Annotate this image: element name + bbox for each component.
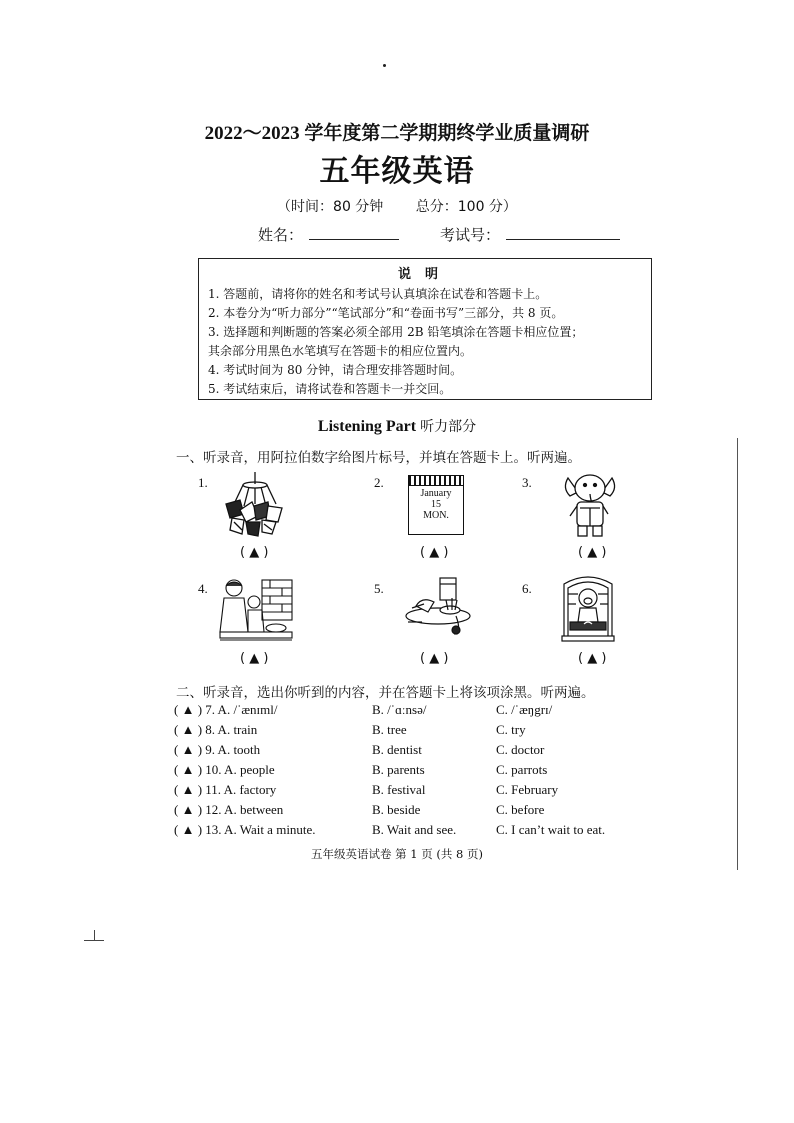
picture-number: 4. bbox=[198, 581, 208, 596]
instruction-item: 1. 答题前，请将你的姓名和考试号认真填涂在试卷和答题卡上。 bbox=[208, 287, 548, 301]
question-stem[interactable]: ( ▲ ) 9. A. tooth bbox=[174, 742, 261, 757]
picture-number: 1. bbox=[198, 475, 208, 490]
option-b[interactable]: B. Wait and see. bbox=[372, 822, 457, 837]
speck-mark bbox=[383, 64, 386, 67]
calendar-day: 15 bbox=[431, 499, 441, 510]
option-b[interactable]: B. /ˈɑːnsə/ bbox=[372, 702, 427, 717]
scan-edge-line bbox=[737, 438, 738, 870]
score-label: 总分：100 分） bbox=[415, 199, 517, 215]
instruction-item: 2. 本卷分为“听力部分”“笔试部分”和“卷面书写”三部分，共 8 页。 bbox=[208, 306, 564, 320]
exam-number-blank[interactable] bbox=[506, 224, 620, 240]
answer-slot[interactable]: ( ▲ ) bbox=[578, 651, 607, 666]
question-stem[interactable]: ( ▲ ) 12. A. between bbox=[174, 802, 284, 817]
question-stem[interactable]: ( ▲ ) 13. A. Wait a minute. bbox=[174, 822, 316, 837]
picture-number: 6. bbox=[522, 581, 532, 596]
exam-number-field[interactable] bbox=[440, 224, 620, 245]
subject-title: 五年级英语 bbox=[319, 154, 475, 189]
time-label: （时间：80 分钟 bbox=[277, 199, 384, 215]
instruction-item: 5. 考试结束后，请将试卷和答题卡一并交回。 bbox=[208, 382, 452, 396]
question-stem[interactable]: ( ▲ ) 8. A. train bbox=[174, 722, 258, 737]
instructions-box bbox=[198, 258, 652, 400]
picture-number: 5. bbox=[374, 581, 384, 596]
instruction-item: 4. 考试时间为 80 分钟，请合理安排答题时间。 bbox=[208, 363, 463, 377]
exam-title: 2022～2023 学年度第二学期期终学业质量调研 bbox=[204, 123, 590, 144]
kitchen-scene-icon bbox=[218, 576, 294, 644]
instruction-item: 3. 选择题和判断题的答案必须全部用 2B 铅笔填涂在答题卡相应位置； bbox=[208, 325, 584, 339]
wind-chime-icon bbox=[222, 470, 288, 540]
name-blank[interactable] bbox=[309, 224, 399, 240]
question-stem[interactable]: ( ▲ ) 10. A. people bbox=[174, 762, 275, 777]
section-two-instruction: 二、听录音，选出你听到的内容，并在答题卡上将该项涂黑。听两遍。 bbox=[176, 685, 595, 701]
question-stem[interactable]: ( ▲ ) 7. A. /ˈænɪml/ bbox=[174, 702, 278, 717]
name-label: 姓名： bbox=[258, 226, 304, 244]
name-field[interactable] bbox=[258, 224, 399, 245]
option-b[interactable]: B. tree bbox=[372, 722, 407, 737]
elephant-icon bbox=[560, 470, 620, 540]
calendar-weekday: MON. bbox=[423, 510, 449, 521]
calendar-rings bbox=[409, 476, 463, 486]
question-stem[interactable]: ( ▲ ) 11. A. factory bbox=[174, 782, 277, 797]
option-c[interactable]: C. try bbox=[496, 722, 526, 737]
answer-slot[interactable]: ( ▲ ) bbox=[240, 651, 269, 666]
answer-slot[interactable]: ( ▲ ) bbox=[420, 545, 449, 560]
answer-slot[interactable]: ( ▲ ) bbox=[578, 545, 607, 560]
option-c[interactable]: C. February bbox=[496, 782, 559, 797]
time-score-line bbox=[0, 196, 794, 216]
option-b[interactable]: B. festival bbox=[372, 782, 426, 797]
pig-window-icon bbox=[558, 574, 618, 642]
answer-slot[interactable]: ( ▲ ) bbox=[240, 545, 269, 560]
exam-number-label: 考试号： bbox=[440, 226, 501, 244]
listening-title: Listening Part bbox=[317, 418, 417, 435]
listening-part-heading bbox=[0, 416, 794, 436]
option-c[interactable]: C. parrots bbox=[496, 762, 548, 777]
answer-slot[interactable]: ( ▲ ) bbox=[420, 651, 449, 666]
picture-number: 2. bbox=[374, 475, 384, 490]
calendar-month: January bbox=[420, 488, 452, 499]
option-c[interactable]: C. doctor bbox=[496, 742, 545, 757]
crop-mark bbox=[94, 930, 95, 940]
table-dishes-icon bbox=[402, 576, 474, 636]
section-one-instruction: 一、听录音，用阿拉伯数字给图片标号，并填在答题卡上。听两遍。 bbox=[176, 450, 581, 466]
picture-number: 3. bbox=[522, 475, 532, 490]
option-b[interactable]: B. dentist bbox=[372, 742, 422, 757]
listening-title-cn: 听力部分 bbox=[420, 419, 477, 435]
option-c[interactable]: C. I can’t wait to eat. bbox=[496, 822, 606, 837]
instructions-heading: 说明 bbox=[397, 267, 452, 282]
option-c[interactable]: C. /ˈæŋgrɪ/ bbox=[496, 702, 553, 717]
crop-mark bbox=[84, 940, 104, 941]
option-b[interactable]: B. parents bbox=[372, 762, 425, 777]
option-c[interactable]: C. before bbox=[496, 802, 545, 817]
option-b[interactable]: B. beside bbox=[372, 802, 421, 817]
page-footer: 五年级英语试卷 第 1 页 (共 8 页) bbox=[310, 847, 484, 861]
instruction-item: 其余部分用黑色水笔填写在答题卡的相应位置内。 bbox=[208, 344, 473, 358]
calendar-icon bbox=[408, 475, 464, 535]
